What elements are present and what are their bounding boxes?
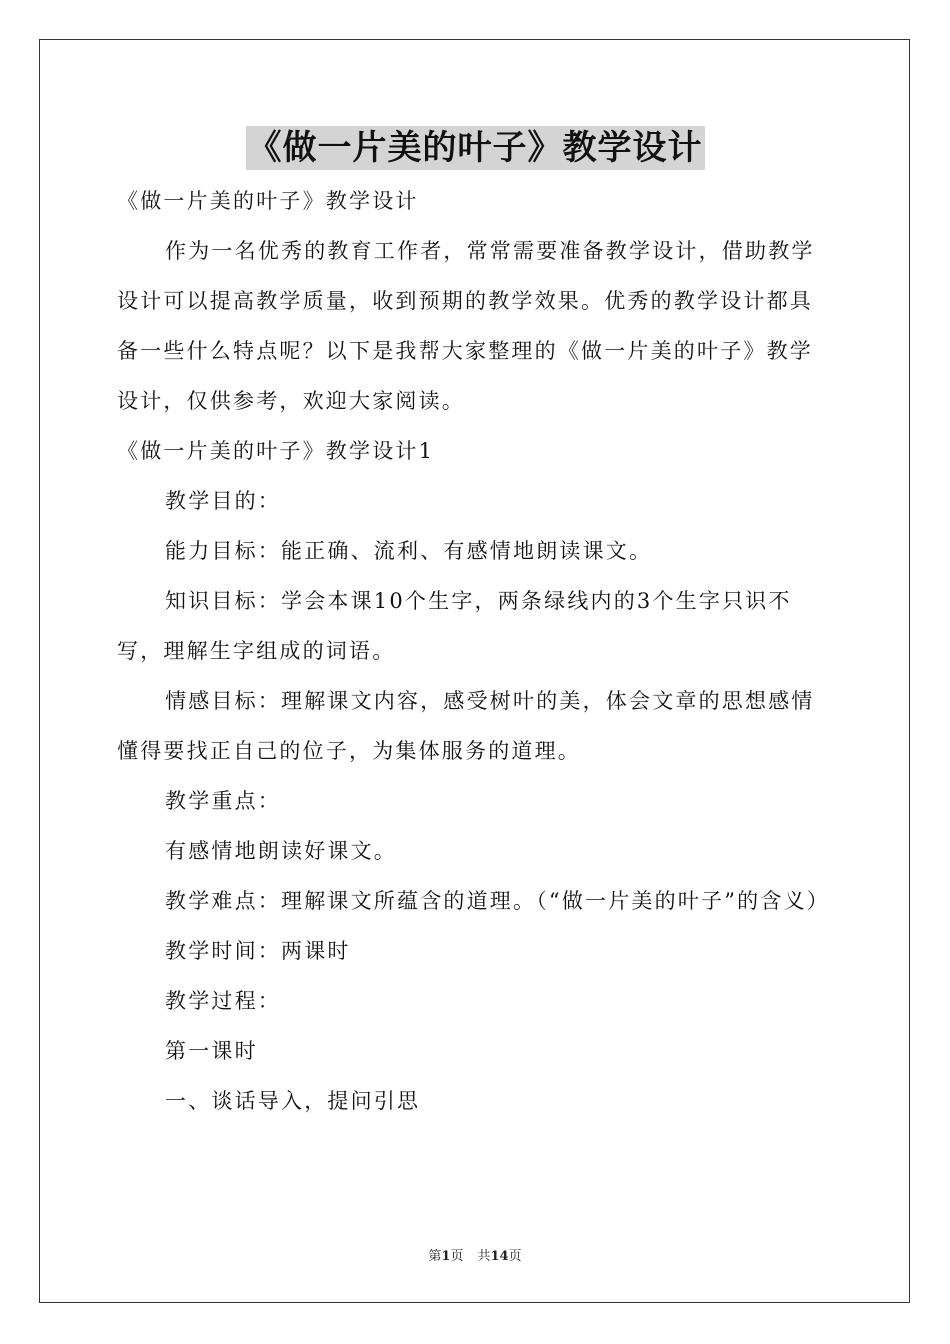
paragraph: 知识目标：学会本课10个生字，两条绿线内的3个生字只识不写，理解生字组成的词语。: [117, 589, 792, 663]
document-title: 《做一片美的叶子》教学设计: [247, 128, 703, 168]
paragraph: 情感目标：理解课文内容，感受树叶的美，体会文章的思想感情懂得要找正自己的位子，为集体服务的道理。: [117, 689, 815, 763]
footer-page-number: 1: [441, 1249, 451, 1264]
paragraph: 一、谈话导入，提问引思: [165, 1089, 421, 1113]
footer-total-pages: 14: [490, 1249, 509, 1264]
document-body: [117, 176, 835, 1126]
paragraph: 教学时间：两课时: [165, 939, 351, 963]
paragraph: 教学重点：: [165, 789, 281, 813]
page-footer: [0, 1248, 950, 1266]
footer-page-prefix: 第: [428, 1249, 442, 1264]
paragraph: 《做一片美的叶子》教学设计1: [117, 439, 435, 463]
paragraph: 能力目标：能正确、流利、有感情地朗读课文。: [165, 539, 653, 563]
title-container: [0, 126, 950, 170]
footer-total-prefix: 共: [477, 1249, 491, 1264]
paragraph: 教学目的：: [165, 489, 281, 513]
paragraph: 有感情地朗读好课文。: [165, 839, 397, 863]
paragraph: 教学过程：: [165, 989, 281, 1013]
paragraph: 作为一名优秀的教育工作者，常常需要准备教学设计，借助教学设计可以提高教学质量，收到预期的教学效果。优秀的教学设计都具备一些什么特点呢？以下是我帮大家整理的《做一片美的叶子》教学设计，仅供参考，欢迎大家阅读。: [117, 239, 815, 413]
footer-total-suffix: 页: [508, 1249, 522, 1264]
paragraph: 《做一片美的叶子》教学设计: [117, 189, 419, 213]
footer-page-suffix: 页: [450, 1249, 464, 1264]
paragraph: 第一课时: [165, 1039, 258, 1063]
paragraph: 教学难点：理解课文所蕴含的道理。（“做一片美的叶子”的含义）: [165, 889, 830, 913]
